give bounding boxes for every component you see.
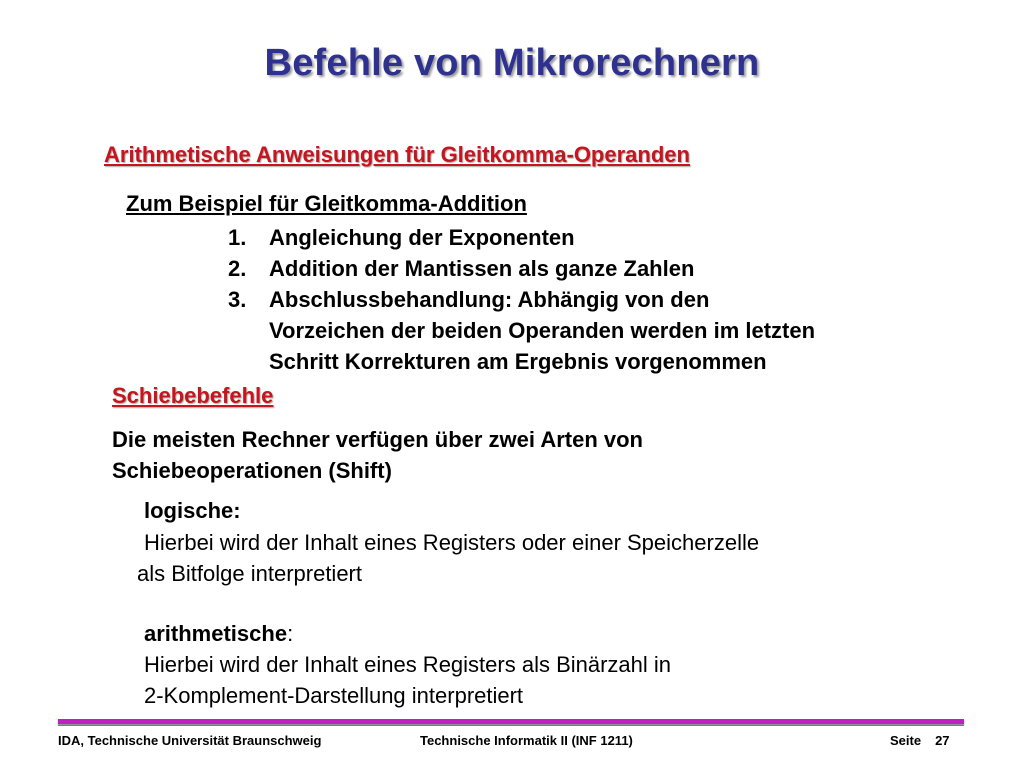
list-item	[228, 222, 815, 253]
arithmetic-shift-label: arithmetische	[144, 621, 288, 646]
list-item-number: 1.	[228, 225, 247, 250]
arithmetic-shift-desc-1: Hierbei wird der Inhalt eines Registers als Binärzahl in	[144, 652, 672, 677]
logical-shift-label: logische:	[144, 498, 241, 523]
list-item-text: Angleichung der Exponenten	[269, 225, 575, 250]
list-item-text: Schritt Korrekturen am Ergebnis vorgenommen	[269, 349, 767, 374]
slide-title: Befehle von Mikrorechnern	[264, 42, 760, 84]
footer-page-label: Seite	[890, 733, 922, 748]
section-heading-shift: Schiebebefehle	[112, 383, 274, 408]
footer-page	[890, 733, 950, 748]
footer-institution: IDA, Technische Universität Braunschweig	[58, 733, 322, 748]
section-heading-float-arithmetic: Arithmetische Anweisungen für Gleitkomma-Operanden	[104, 142, 690, 167]
logical-shift-desc-1: Hierbei wird der Inhalt eines Registers oder einer Speicherzelle	[144, 530, 760, 555]
logical-shift-desc-2: als Bitfolge interpretiert	[137, 561, 362, 586]
float-addition-steps	[228, 222, 815, 377]
arithmetic-shift-desc-2: 2-Komplement-Darstellung interpretiert	[144, 683, 524, 708]
list-item	[228, 284, 815, 377]
list-item-number: 2.	[228, 256, 247, 281]
list-item-text: Addition der Mantissen als ganze Zahlen	[269, 256, 695, 281]
footer-divider-shadow	[58, 725, 964, 726]
shift-intro-line-1: Die meisten Rechner verfügen über zwei Arten von	[112, 427, 643, 452]
list-item	[228, 253, 815, 284]
arithmetic-shift-colon: :	[287, 621, 294, 646]
list-item-text: Vorzeichen der beiden Operanden werden im letzten	[269, 318, 816, 343]
shift-intro-line-2: Schiebeoperationen (Shift)	[112, 458, 392, 483]
arithmetic-shift-label-row	[144, 621, 293, 647]
footer-divider	[58, 719, 964, 724]
footer-course: Technische Informatik II (INF 1211)	[420, 733, 633, 748]
list-item-number: 3.	[228, 287, 247, 312]
footer-page-number: 27	[935, 733, 950, 748]
example-subheading: Zum Beispiel für Gleitkomma-Addition	[126, 191, 527, 216]
list-item-text: Abschlussbehandlung: Abhängig von den	[269, 287, 710, 312]
